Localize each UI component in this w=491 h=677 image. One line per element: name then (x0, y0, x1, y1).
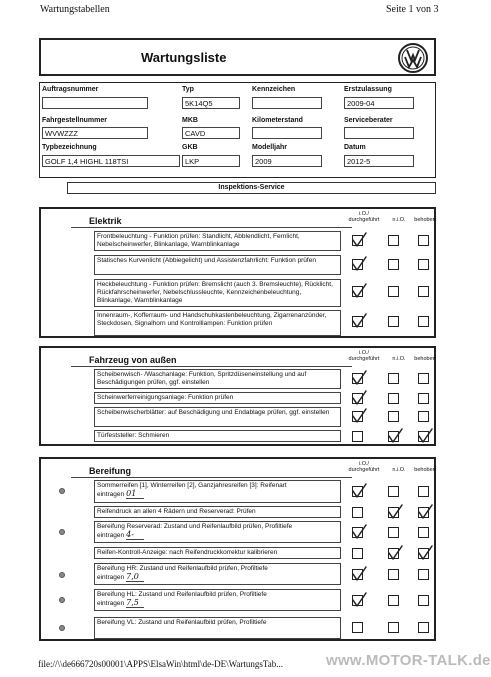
checkbox-io[interactable] (352, 595, 363, 606)
checkbox-behoben[interactable] (418, 393, 429, 404)
checkbox-io[interactable] (352, 235, 363, 246)
label-serviceberater: Serviceberater (344, 117, 393, 124)
checkbox-behoben[interactable] (418, 286, 429, 297)
section-elektrik (39, 207, 436, 338)
check-mark-icon (417, 545, 433, 561)
datum-field[interactable]: 2012-5 (344, 155, 414, 167)
label-mkb: MKB (182, 117, 198, 124)
section-divider (71, 366, 352, 367)
checkbox-io[interactable] (352, 316, 363, 327)
fahrgestellnummer-field[interactable]: WVWZZZ (42, 127, 148, 139)
input-label: eintragen (97, 574, 125, 581)
item-fahrzeug-3: Scheibenwischerblätter: auf Beschädigung und Endablage prüfen, ggf. einstellen (94, 407, 341, 427)
checkbox-behoben[interactable] (418, 316, 429, 327)
page-title: Wartungsliste (141, 50, 227, 65)
item-elektrik-2: Statisches Kurvenlicht (Abbiegelicht) und Assistenzfahrlicht: Funktion prüfen (94, 255, 341, 275)
checkbox-io[interactable] (352, 548, 363, 559)
check-mark-icon (351, 408, 367, 424)
vehicle-info-form (39, 82, 436, 178)
vw-logo-icon (398, 43, 428, 73)
check-mark-icon (351, 232, 367, 248)
bullet-icon (59, 597, 65, 603)
checkbox-nio[interactable] (388, 527, 399, 538)
section-divider (71, 477, 352, 478)
check-mark-icon (417, 428, 433, 444)
checkbox-nio[interactable] (388, 569, 399, 580)
checkbox-behoben[interactable] (418, 431, 429, 442)
check-mark-icon (351, 566, 367, 582)
erstzulassung-field[interactable]: 2009-04 (344, 97, 414, 109)
kilometerstand-field[interactable] (252, 127, 322, 139)
bullet-icon (59, 625, 65, 631)
check-mark-icon (387, 428, 403, 444)
typbezeichnung-field[interactable]: GOLF 1,4 HIGHL 118TSI (42, 155, 180, 167)
mkb-field[interactable]: CAVD (182, 127, 240, 139)
input-label: eintragen (97, 532, 125, 539)
label-kilometerstand: Kilometerstand (252, 117, 303, 124)
checkbox-nio[interactable] (388, 235, 399, 246)
checkbox-io[interactable] (352, 393, 363, 404)
checkbox-behoben[interactable] (418, 411, 429, 422)
col-header-io: i.O./ durchgeführt (348, 461, 380, 473)
check-mark-icon (351, 370, 367, 386)
gkb-field[interactable]: LKP (182, 155, 240, 167)
item-fahrzeug-1: Scheibenwisch- /Waschanlage: Funktion, Spritzdüseneinstellung und auf Beschädigungen prüfen, ggf. einstellen (94, 369, 341, 389)
item-bereifung-7: Bereifung VL: Zustand und Reifenlaufbild prüfen, Profiltiefe (94, 617, 341, 639)
checkbox-io[interactable] (352, 569, 363, 580)
item-bereifung-4: Reifen-Kontroll-Anzeige: nach Reifendruckkorrektur kalibrieren (94, 547, 341, 559)
checkbox-behoben[interactable] (418, 507, 429, 518)
watermark: www.MOTOR-TALK.de (326, 652, 491, 669)
auftragsnummer-field[interactable] (42, 97, 148, 109)
checkbox-behoben[interactable] (418, 622, 429, 633)
section-title-elektrik: Elektrik (89, 216, 122, 226)
section-title-fahrzeug: Fahrzeug von außen (89, 355, 177, 365)
checkbox-nio[interactable] (388, 431, 399, 442)
col-header-nio: n.i.O. (392, 356, 406, 362)
bullet-icon (59, 572, 65, 578)
item-bereifung-6 (94, 589, 341, 611)
section-bereifung (39, 457, 436, 641)
checkbox-io[interactable] (352, 622, 363, 633)
checkbox-behoben[interactable] (418, 373, 429, 384)
profiltiefe-hr-input[interactable]: 7,0 (126, 573, 144, 582)
check-mark-icon (351, 313, 367, 329)
label-datum: Datum (344, 144, 366, 151)
checkbox-io[interactable] (352, 527, 363, 538)
checkbox-nio[interactable] (388, 507, 399, 518)
col-header-nio: n.i.O. (392, 467, 406, 473)
typ-field[interactable]: 5K14Q5 (182, 97, 240, 109)
label-erstzulassung: Erstzulassung (344, 86, 392, 93)
checkbox-io[interactable] (352, 411, 363, 422)
checkbox-nio[interactable] (388, 286, 399, 297)
serviceberater-field[interactable] (344, 127, 414, 139)
checkbox-nio[interactable] (388, 548, 399, 559)
label-auftragsnummer: Auftragsnummer (42, 86, 99, 93)
title-box (39, 38, 436, 76)
inspection-heading: Inspektions-Service (67, 182, 436, 194)
checkbox-behoben[interactable] (418, 259, 429, 270)
input-label: eintragen (97, 491, 125, 498)
checkbox-nio[interactable] (388, 259, 399, 270)
checkbox-behoben[interactable] (418, 235, 429, 246)
col-header-io: i.O./ durchgeführt (348, 350, 380, 362)
reifenart-input[interactable]: 01 (126, 490, 144, 499)
checkbox-nio[interactable] (388, 595, 399, 606)
item-bereifung-5 (94, 563, 341, 585)
check-mark-icon (351, 283, 367, 299)
item-text: Bereifung HL: Zustand und Reifenlaufbild prüfen, Profiltiefe (97, 591, 267, 598)
label-modelljahr: Modelljahr (252, 144, 288, 151)
section-divider (71, 227, 352, 228)
col-header-io: i.O./ durchgeführt (348, 211, 380, 223)
section-title-bereifung: Bereifung (89, 466, 132, 476)
item-text: Bereifung HR: Zustand und Reifenlaufbild prüfen, Profiltiefe (97, 565, 268, 572)
label-typbezeichnung: Typbezeichnung (42, 144, 97, 151)
profiltiefe-hl-input[interactable]: 7,5 (126, 599, 144, 608)
item-bereifung-1 (94, 480, 341, 503)
checkbox-behoben[interactable] (418, 548, 429, 559)
check-mark-icon (351, 524, 367, 540)
input-label: eintragen (97, 600, 125, 607)
modelljahr-field[interactable]: 2009 (252, 155, 322, 167)
page-header-left: Wartungstabellen (40, 4, 110, 15)
col-header-behoben: behoben (414, 217, 436, 223)
checkbox-nio[interactable] (388, 411, 399, 422)
checkbox-behoben[interactable] (418, 527, 429, 538)
checkbox-io[interactable] (352, 259, 363, 270)
bullet-icon (59, 529, 65, 535)
item-elektrik-3: Heckbeleuchtung - Funktion prüfen: Bremslicht (auch 3. Bremsleuchte), Rücklicht, Rückfahrscheinwerfer, Nebelschlussleuchte, Kennzeichenbeleuchtung, Blinkanlage, Warnblinkanlage (94, 279, 341, 307)
label-fahrgestellnummer: Fahrgestellnummer (42, 117, 107, 124)
col-header-behoben: behoben (414, 467, 436, 473)
checkbox-io[interactable] (352, 486, 363, 497)
checkbox-io[interactable] (352, 286, 363, 297)
item-text: Bereifung Reserverad: Zustand und Reifenlaufbild prüfen, Profiltiefe (97, 523, 293, 530)
check-mark-icon (351, 483, 367, 499)
item-elektrik-4: Innenraum-, Kofferraum- und Handschuhkastenbeleuchtung, Zigarrenanzünder, Steckdosen, Signalhorn und Kontrolllampen: Funktion prüfen (94, 310, 341, 336)
footer-file-path: file://\\de666720s00001\APPS\ElsaWin\html\de-DE\WartungsTab... (38, 659, 284, 669)
checkbox-io[interactable] (352, 507, 363, 518)
section-fahrzeug-aussen (39, 346, 436, 446)
item-text: Sommerreifen [1], Winterreifen [2], Ganzjahresreifen [3]: Reifenart (97, 482, 287, 489)
check-mark-icon (351, 592, 367, 608)
kennzeichen-field[interactable] (252, 97, 322, 109)
check-mark-icon (351, 256, 367, 272)
check-mark-icon (387, 545, 403, 561)
bullet-icon (59, 488, 65, 494)
checkbox-nio[interactable] (388, 486, 399, 497)
col-header-behoben: behoben (414, 356, 436, 362)
item-bereifung-2: Reifendruck an allen 4 Rädern und Reserverad: Prüfen (94, 506, 341, 518)
item-fahrzeug-4: Türfeststeller: Schmieren (94, 430, 341, 442)
check-mark-icon (417, 504, 433, 520)
checkbox-nio[interactable] (388, 316, 399, 327)
item-bereifung-3 (94, 521, 341, 543)
checkbox-behoben[interactable] (418, 595, 429, 606)
label-typ: Typ (182, 86, 194, 93)
checkbox-nio[interactable] (388, 373, 399, 384)
checkbox-behoben[interactable] (418, 486, 429, 497)
checkbox-io[interactable] (352, 373, 363, 384)
check-mark-icon (351, 390, 367, 406)
checkbox-nio[interactable] (388, 622, 399, 633)
profiltiefe-reserverad-input[interactable]: 4- (126, 531, 144, 540)
checkbox-behoben[interactable] (418, 569, 429, 580)
checkbox-io[interactable] (352, 431, 363, 442)
page-header-right: Seite 1 von 3 (386, 4, 439, 15)
col-header-nio: n.i.O. (392, 217, 406, 223)
label-kennzeichen: Kennzeichen (252, 86, 296, 93)
label-gkb: GKB (182, 144, 198, 151)
item-elektrik-1: Frontbeleuchtung - Funktion prüfen: Standlicht, Abblendlicht, Fernlicht, Nebelscheinwerfer, Blinkanlage, Warnblinkanlage (94, 231, 341, 251)
checkbox-nio[interactable] (388, 393, 399, 404)
check-mark-icon (387, 504, 403, 520)
item-fahrzeug-2: Scheinwerferreinigungsanlage: Funktion prüfen (94, 392, 341, 404)
